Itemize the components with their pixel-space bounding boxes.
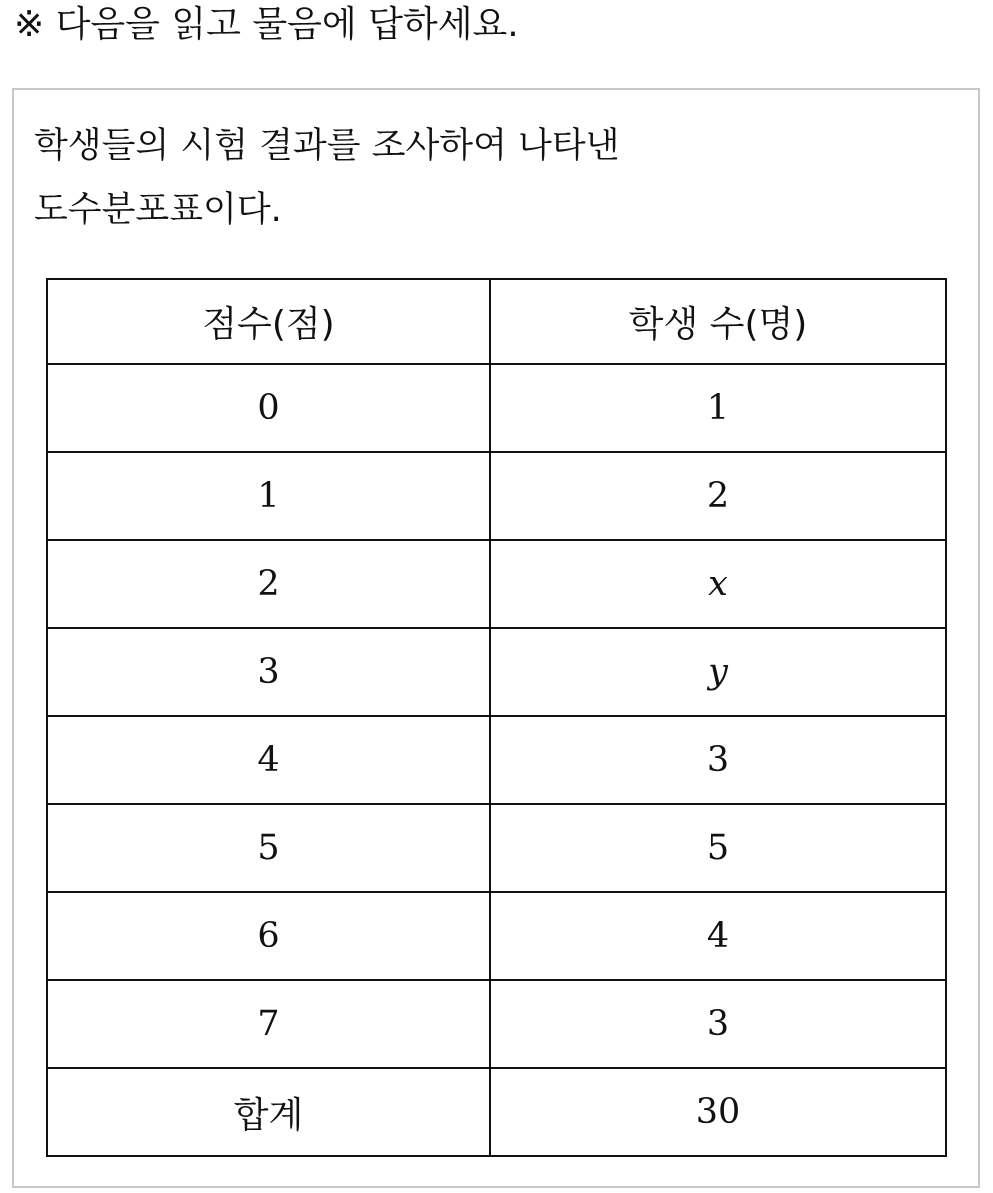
header-student-count: 학생 수(명) — [490, 279, 946, 364]
total-label: 합계 — [47, 1068, 490, 1156]
count-cell-variable-y: y — [490, 628, 946, 716]
total-count: 30 — [490, 1068, 946, 1156]
count-cell: 5 — [490, 804, 946, 892]
score-cell: 0 — [47, 364, 490, 452]
score-cell: 1 — [47, 452, 490, 540]
description-line-2: 도수분포표이다. — [34, 190, 282, 230]
table-row — [47, 452, 946, 540]
score-cell: 4 — [47, 716, 490, 804]
count-cell: 3 — [490, 716, 946, 804]
table-row — [47, 540, 946, 628]
count-cell: 4 — [490, 892, 946, 980]
table-row — [47, 364, 946, 452]
problem-box — [12, 88, 980, 1188]
table-row — [47, 804, 946, 892]
instruction-text: ※ 다음을 읽고 물음에 답하세요. — [14, 4, 519, 45]
score-cell: 5 — [47, 804, 490, 892]
description-line-1: 학생들의 시험 결과를 조사하여 나타낸 — [34, 126, 620, 166]
count-cell: 1 — [490, 364, 946, 452]
table-total-row — [47, 1068, 946, 1156]
count-cell: 3 — [490, 980, 946, 1068]
table-row — [47, 628, 946, 716]
table-row — [47, 980, 946, 1068]
header-score: 점수(점) — [47, 279, 490, 364]
score-cell: 6 — [47, 892, 490, 980]
frequency-table — [46, 278, 947, 1157]
score-cell: 7 — [47, 980, 490, 1068]
problem-description — [34, 114, 619, 242]
table-row — [47, 716, 946, 804]
score-cell: 3 — [47, 628, 490, 716]
count-cell-variable-x: x — [490, 540, 946, 628]
table-header-row — [47, 279, 946, 364]
table-row — [47, 892, 946, 980]
count-cell: 2 — [490, 452, 946, 540]
score-cell: 2 — [47, 540, 490, 628]
